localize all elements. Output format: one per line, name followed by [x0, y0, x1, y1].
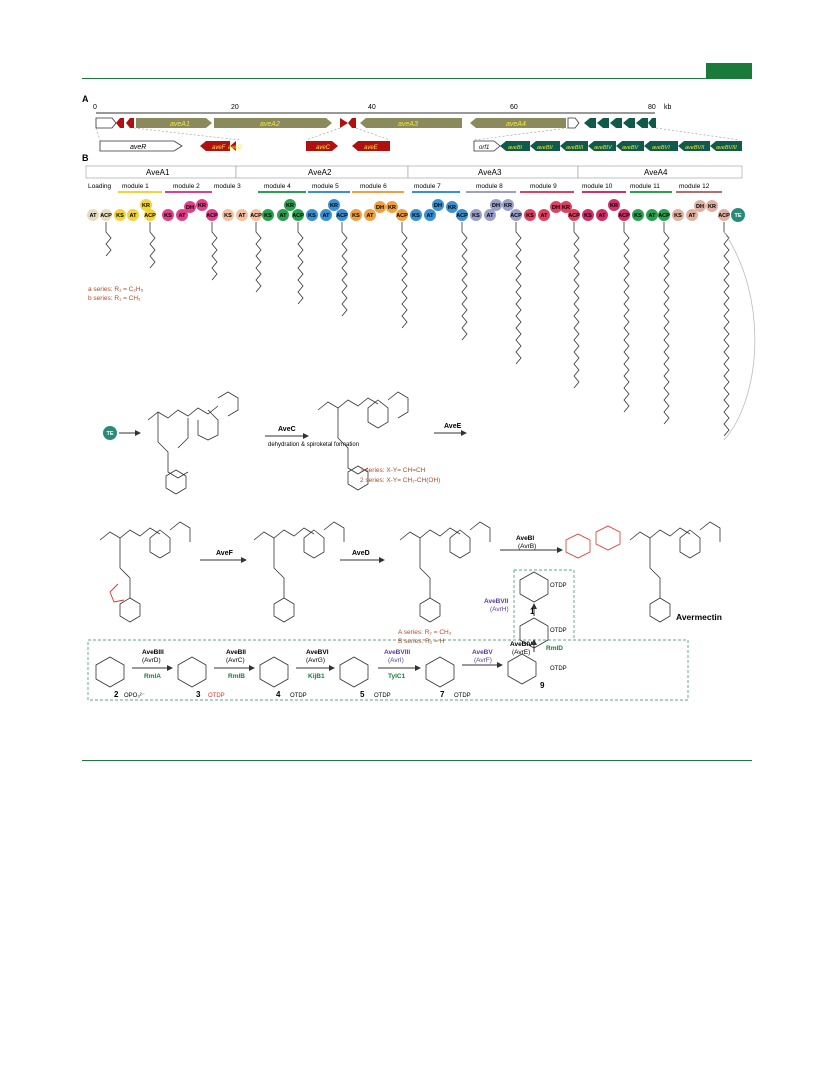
gene-red-4 — [348, 118, 356, 128]
svg-text:AT: AT — [89, 213, 97, 219]
svg-text:module 5: module 5 — [312, 183, 339, 190]
avef-label: AveF — [216, 550, 233, 557]
tdp-8: OTDP — [550, 666, 567, 672]
aglycone-5 — [400, 522, 490, 622]
aved-label: AveD — [352, 550, 370, 557]
svg-text:ACP: ACP — [510, 213, 522, 219]
aglycone-3 — [100, 522, 190, 622]
series-B-note: B series: R₂ = H — [398, 638, 445, 645]
svg-text:ACP: ACP — [396, 213, 408, 219]
svg-text:AT: AT — [322, 213, 330, 219]
svg-text:ACP: ACP — [336, 213, 348, 219]
svg-text:module 1: module 1 — [122, 183, 149, 190]
svg-text:(AvrF): (AvrF) — [474, 657, 492, 664]
svg-text:module 3: module 3 — [214, 183, 241, 190]
series-A-note: A series: R₂ = CH₃ — [398, 629, 452, 636]
protein-aveA3: AveA3 — [478, 168, 502, 177]
svg-text:DH: DH — [696, 204, 704, 210]
label-aveBVII: aveBVII — [685, 145, 705, 151]
polyketide-chains — [106, 222, 755, 440]
svg-text:AveBIII: AveBIII — [142, 649, 164, 656]
cmpd-7: 7 — [440, 690, 445, 699]
panel-a-label: A — [82, 94, 89, 104]
glycosylation-row — [100, 522, 722, 645]
svg-text:ACP: ACP — [568, 213, 580, 219]
svg-text:AT: AT — [540, 213, 548, 219]
svg-text:AveBVII: AveBVII — [484, 598, 509, 605]
svg-text:KS: KS — [308, 213, 316, 219]
protein-aveA2: AveA2 — [308, 168, 332, 177]
gene-track — [96, 118, 656, 128]
svg-text:(AvrE): (AvrE) — [512, 649, 531, 656]
gene-expanded-row — [100, 141, 742, 151]
label-aveBV: aveBV — [622, 145, 639, 151]
svg-text:KS: KS — [352, 213, 360, 219]
avrb-label: (AvrB) — [518, 543, 537, 550]
svg-text:module 12: module 12 — [679, 183, 710, 190]
svg-text:module 6: module 6 — [360, 183, 387, 190]
svg-text:DH: DH — [186, 205, 194, 211]
label-aveE: aveE — [364, 145, 378, 151]
avec-label: AveC — [278, 426, 296, 433]
tdp-7: OTDP — [454, 693, 471, 699]
tick-0: 0 — [93, 104, 97, 111]
aglycone-avermectin — [630, 522, 720, 622]
tick-60: 60 — [510, 104, 518, 111]
svg-text:AveBVI: AveBVI — [306, 649, 329, 656]
tdp-3: OTDP — [208, 693, 225, 699]
product-name: Avermectin — [676, 612, 722, 622]
opo3-label: OPO₃²⁻ — [124, 693, 145, 699]
protein-headers — [86, 166, 742, 178]
svg-text:KR: KR — [562, 205, 570, 211]
aglycone-4 — [254, 522, 344, 622]
svg-text:KS: KS — [264, 213, 272, 219]
svg-text:AT: AT — [129, 213, 137, 219]
cmpd-3: 3 — [196, 690, 201, 699]
svg-text:AveBII: AveBII — [226, 649, 246, 656]
svg-text:KS: KS — [674, 213, 682, 219]
label-aveBVI: aveBVI — [652, 145, 670, 151]
svg-text:AT: AT — [178, 213, 186, 219]
tdp-4: OTDP — [290, 693, 307, 699]
svg-text:module 4: module 4 — [264, 183, 291, 190]
avec-note: dehydration & spiroketal formation — [268, 442, 360, 448]
svg-text:ACP: ACP — [144, 213, 156, 219]
svg-text:ACP: ACP — [100, 213, 112, 219]
series-2-note: 2 series: X-Y= CH₂-CH(OH) — [360, 477, 441, 484]
svg-text:module 7: module 7 — [414, 183, 441, 190]
svg-text:ACP: ACP — [658, 213, 670, 219]
gene-red-2 — [126, 118, 134, 128]
tdp-9: OTDP — [550, 628, 567, 634]
label-aveF: aveF — [212, 145, 226, 151]
svg-text:AT: AT — [426, 213, 434, 219]
label-aveA3: aveA3 — [398, 121, 418, 128]
cmpd-5: 5 — [360, 690, 365, 699]
cmpd-1: 1 — [530, 607, 535, 616]
svg-text:KS: KS — [584, 213, 592, 219]
svg-text:AT: AT — [598, 213, 606, 219]
label-aveA1: aveA1 — [170, 121, 190, 128]
svg-text:KS: KS — [634, 213, 642, 219]
aglycone-2 — [318, 392, 408, 490]
svg-text:AveBV: AveBV — [472, 649, 493, 656]
svg-text:module 10: module 10 — [582, 183, 613, 190]
label-aveBIII: aveBIII — [566, 145, 584, 151]
svg-text:(AvrH): (AvrH) — [490, 606, 509, 613]
unit-kb: kb — [664, 104, 672, 111]
svg-text:KR: KR — [388, 205, 396, 211]
svg-text:DH: DH — [552, 205, 560, 211]
gene-red-1 — [116, 118, 124, 128]
svg-text:ACP: ACP — [250, 213, 262, 219]
svg-text:KR: KR — [708, 204, 716, 210]
sugar-pathway — [96, 572, 567, 699]
pks-domains — [87, 199, 745, 222]
svg-text:KR: KR — [448, 205, 456, 211]
cmpd-4: 4 — [276, 690, 281, 699]
svg-text:module 2: module 2 — [173, 183, 200, 190]
label-orf1: orf1 — [479, 145, 490, 151]
svg-text:Loading: Loading — [88, 183, 112, 190]
svg-text:AT: AT — [238, 213, 246, 219]
svg-text:AT: AT — [688, 213, 696, 219]
label-aveC: aveC — [316, 145, 331, 151]
svg-text:ACP: ACP — [718, 213, 730, 219]
svg-text:RmlB: RmlB — [228, 673, 245, 680]
svg-text:KS: KS — [164, 213, 172, 219]
tdp-5: OTDP — [374, 693, 391, 699]
svg-text:AveBVIII: AveBVIII — [384, 649, 411, 656]
svg-text:KR: KR — [504, 203, 512, 209]
svg-text:AT: AT — [648, 213, 656, 219]
tick-20: 20 — [231, 104, 239, 111]
svg-text:RmlA: RmlA — [144, 673, 161, 680]
svg-text:(AvrC): (AvrC) — [226, 657, 245, 664]
cmpd-2: 2 — [114, 690, 119, 699]
svg-text:(AvrG): (AvrG) — [306, 657, 326, 664]
svg-text:KS: KS — [526, 213, 534, 219]
svg-text:KijB1: KijB1 — [308, 673, 325, 680]
gene-orf1 — [568, 118, 579, 128]
svg-text:KS: KS — [116, 213, 124, 219]
svg-text:TE: TE — [106, 431, 114, 437]
svg-text:AT: AT — [279, 213, 287, 219]
series-b-note: b series: R₁ = CH₃ — [88, 295, 141, 302]
gene-small-white — [96, 118, 116, 128]
svg-text:(AvrD): (AvrD) — [142, 657, 161, 664]
svg-text:KS: KS — [224, 213, 232, 219]
svg-text:RmlD: RmlD — [546, 645, 563, 652]
avee-label: AveE — [444, 423, 462, 430]
tdp-1: OTDP — [550, 583, 567, 589]
svg-text:module 8: module 8 — [476, 183, 503, 190]
ruler-ticks — [93, 104, 672, 111]
svg-text:ACP: ACP — [206, 213, 218, 219]
svg-text:(AvrI): (AvrI) — [388, 657, 404, 664]
label-aveBIV: aveBIV — [594, 145, 612, 151]
panel-b-label: B — [82, 153, 89, 163]
svg-text:KR: KR — [610, 203, 618, 209]
zoom-lines — [96, 128, 740, 140]
oleandrose-disaccharide — [566, 526, 620, 558]
svg-text:KR: KR — [286, 203, 294, 209]
avebi-label: AveBI — [516, 535, 535, 542]
cmpd-8: 9 — [540, 681, 545, 690]
tick-80: 80 — [648, 104, 656, 111]
svg-text:KR: KR — [142, 203, 150, 209]
label-aveD: aveD — [228, 145, 243, 151]
svg-text:KS: KS — [412, 213, 420, 219]
svg-text:DH: DH — [492, 203, 500, 209]
gene-red-3 — [340, 118, 348, 128]
svg-text:AveBIV: AveBIV — [510, 641, 533, 648]
svg-text:ACP: ACP — [618, 213, 630, 219]
svg-text:module 11: module 11 — [630, 183, 660, 190]
label-aveR: aveR — [130, 144, 147, 151]
svg-text:ACP: ACP — [292, 213, 304, 219]
series-a-note: a series: R₁ = C₂H₅ — [88, 286, 144, 293]
svg-text:module 9: module 9 — [530, 183, 557, 190]
svg-text:AT: AT — [486, 213, 494, 219]
protein-aveA4: AveA4 — [644, 168, 668, 177]
svg-text:TylC1: TylC1 — [388, 673, 406, 680]
svg-text:DH: DH — [434, 203, 442, 209]
protein-aveA1: AveA1 — [146, 168, 170, 177]
svg-text:ACP: ACP — [456, 213, 468, 219]
label-aveBVIII: aveBVIII — [716, 145, 737, 151]
svg-text:DH: DH — [376, 205, 384, 211]
label-aveA4: aveA4 — [506, 121, 526, 128]
svg-text:KR: KR — [198, 203, 206, 209]
gene-avebii-cluster — [584, 118, 656, 128]
tick-40: 40 — [368, 104, 376, 111]
svg-text:KR: KR — [330, 203, 338, 209]
svg-text:TE: TE — [734, 213, 742, 219]
label-aveBII: aveBII — [537, 145, 553, 151]
module-labels — [88, 183, 710, 190]
svg-text:AT: AT — [366, 213, 374, 219]
series-1-note: 1 series: X-Y= CH=CH — [360, 467, 426, 474]
svg-text:KS: KS — [472, 213, 480, 219]
aglycone-1 — [148, 392, 238, 494]
cyclization-row — [103, 392, 466, 494]
label-aveA2: aveA2 — [260, 121, 280, 128]
label-aveBI: aveBI — [508, 145, 523, 151]
